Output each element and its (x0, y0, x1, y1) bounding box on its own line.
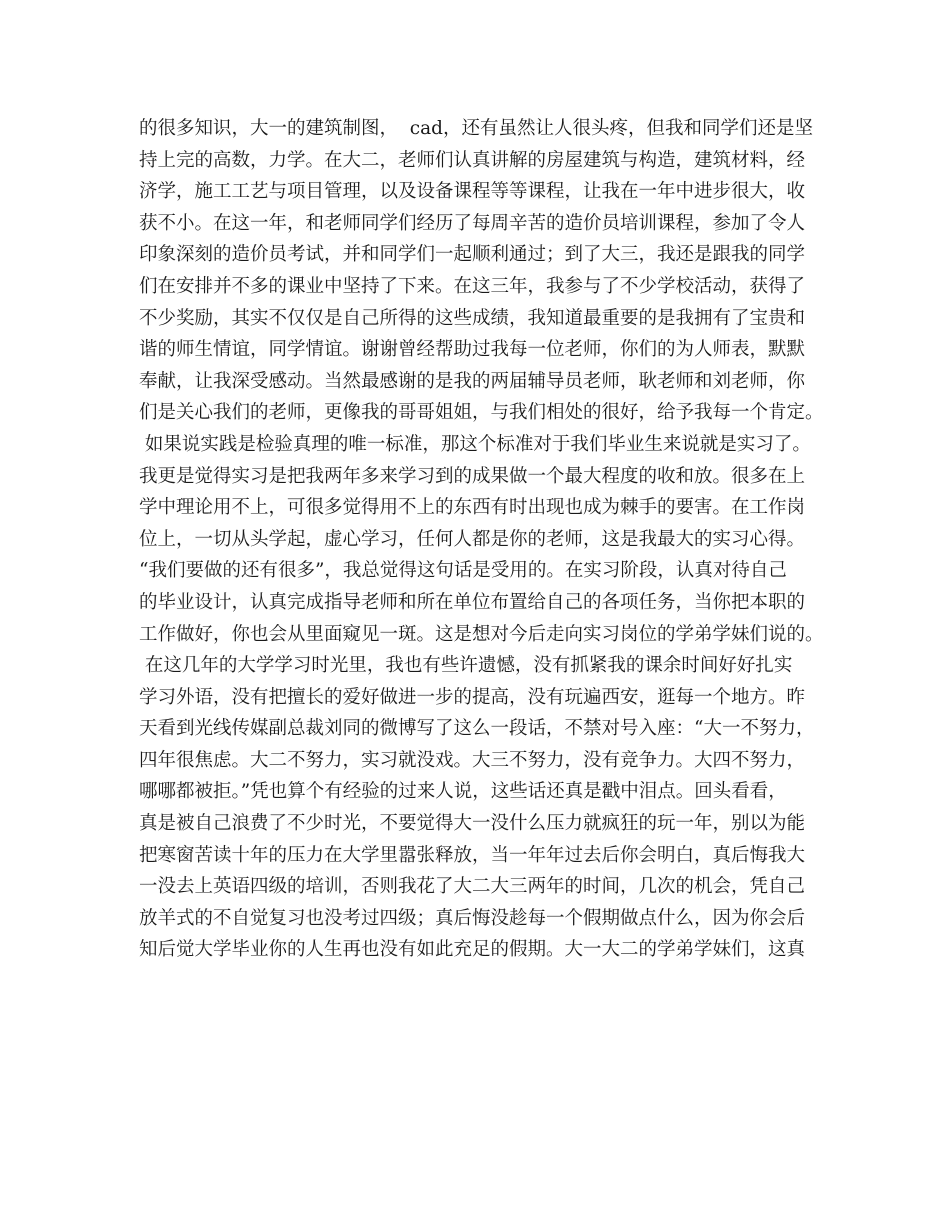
text-line: 在这几年的大学学习时光里，我也有些许遗憾，没有抓紧我的课余时间好好扎实 (139, 655, 793, 677)
text-line: 不少奖励，其实不仅仅是自己所得的这些成绩，我知道最重要的是我拥有了宝贵和 (139, 307, 806, 329)
text-line: 获不小。在这一年，和老师同学们经历了每周辛苦的造价员培训课程，参加了令人 (139, 212, 806, 234)
text-line: 知后觉大学毕业你的人生再也没有如此充足的假期。大一大二的学弟学妹们，这真 (139, 939, 806, 961)
text-line: 的毕业设计，认真完成指导老师和所在单位布置给自己的各项任务，当你把本职的 (139, 591, 806, 613)
body-text (139, 113, 829, 966)
text-line: 们在安排并不多的课业中坚持了下来。在这三年，我参与了不少学校活动，获得了 (139, 275, 806, 297)
text-line: 天看到光线传媒副总裁刘同的微博写了这么一段话，不禁对号入座：“大一不努力， (139, 718, 815, 740)
text-line: 谐的师生情谊，同学情谊。谢谢曾经帮助过我每一位老师，你们的为人师表，默默 (139, 339, 806, 361)
text-line: 真是被自己浪费了不少时光，不要觉得大一没什么压力就疯狂的玩一年，别以为能 (139, 813, 806, 835)
text-line: 哪哪都被拒。”凭也算个有经验的过来人说，这些话还真是戳中泪点。回头看看， (139, 781, 787, 803)
text-line: 把寒窗苦读十年的压力在大学里嚣张释放，当一年年过去后你会明白，真后悔我大 (139, 844, 806, 866)
text-line: 我更是觉得实习是把我两年多来学习到的成果做一个最大程度的收和放。很多在上 (139, 465, 806, 487)
text-line: 学中理论用不上，可很多觉得用不上的东西有时出现也成为棘手的要害。在工作岗 (139, 497, 806, 519)
text-line: 们是关心我们的老师，更像我的哥哥姐姐，与我们相处的很好，给予我每一个肯定。 (139, 402, 824, 424)
text-line: 学习外语，没有把擅长的爱好做进一步的提高，没有玩遍西安，逛每一个地方。昨 (139, 686, 806, 708)
text-line: 印象深刻的造价员考试，并和同学们一起顺利通过；到了大三，我还是跟我的同学 (139, 244, 806, 266)
text-line: 如果说实践是检验真理的唯一标准，那这个标准对于我们毕业生来说就是实习了。 (139, 433, 811, 455)
text-line: 放羊式的不自觉复习也没考过四级；真后悔没趁每一个假期做点什么，因为你会后 (139, 907, 806, 929)
text-line: 工作做好，你也会从里面窥见一斑。这是想对今后走向实习岗位的学弟学妹们说的。 (139, 623, 824, 645)
text-line: 一没去上英语四级的培训，否则我花了大二大三两年的时间，几次的机会，凭自己 (139, 876, 806, 898)
text-line: 的很多知识，大一的建筑制图， cad，还有虽然让人很头疼，但我和同学们还是坚 (139, 118, 813, 139)
text-line: 位上，一切从头学起，虚心学习，任何人都是你的老师，这是我最大的实习心得。 (139, 528, 806, 550)
text-line: 奉献，让我深受感动。当然最感谢的是我的两届辅导员老师，耿老师和刘老师，你 (139, 370, 806, 392)
text-line: “我们要做的还有很多”，我总觉得这句话是受用的。在实习阶段，认真对待自己 (139, 560, 787, 582)
text-line: 四年很焦虑。大二不努力，实习就没戏。大三不努力，没有竞争力。大四不努力， (139, 749, 806, 771)
text-line: 持上完的高数，力学。在大二，老师们认真讲解的房屋建筑与构造，建筑材料，经 (139, 149, 806, 171)
text-line: 济学，施工工艺与项目管理，以及设备课程等等课程，让我在一年中进步很大，收 (139, 181, 806, 203)
